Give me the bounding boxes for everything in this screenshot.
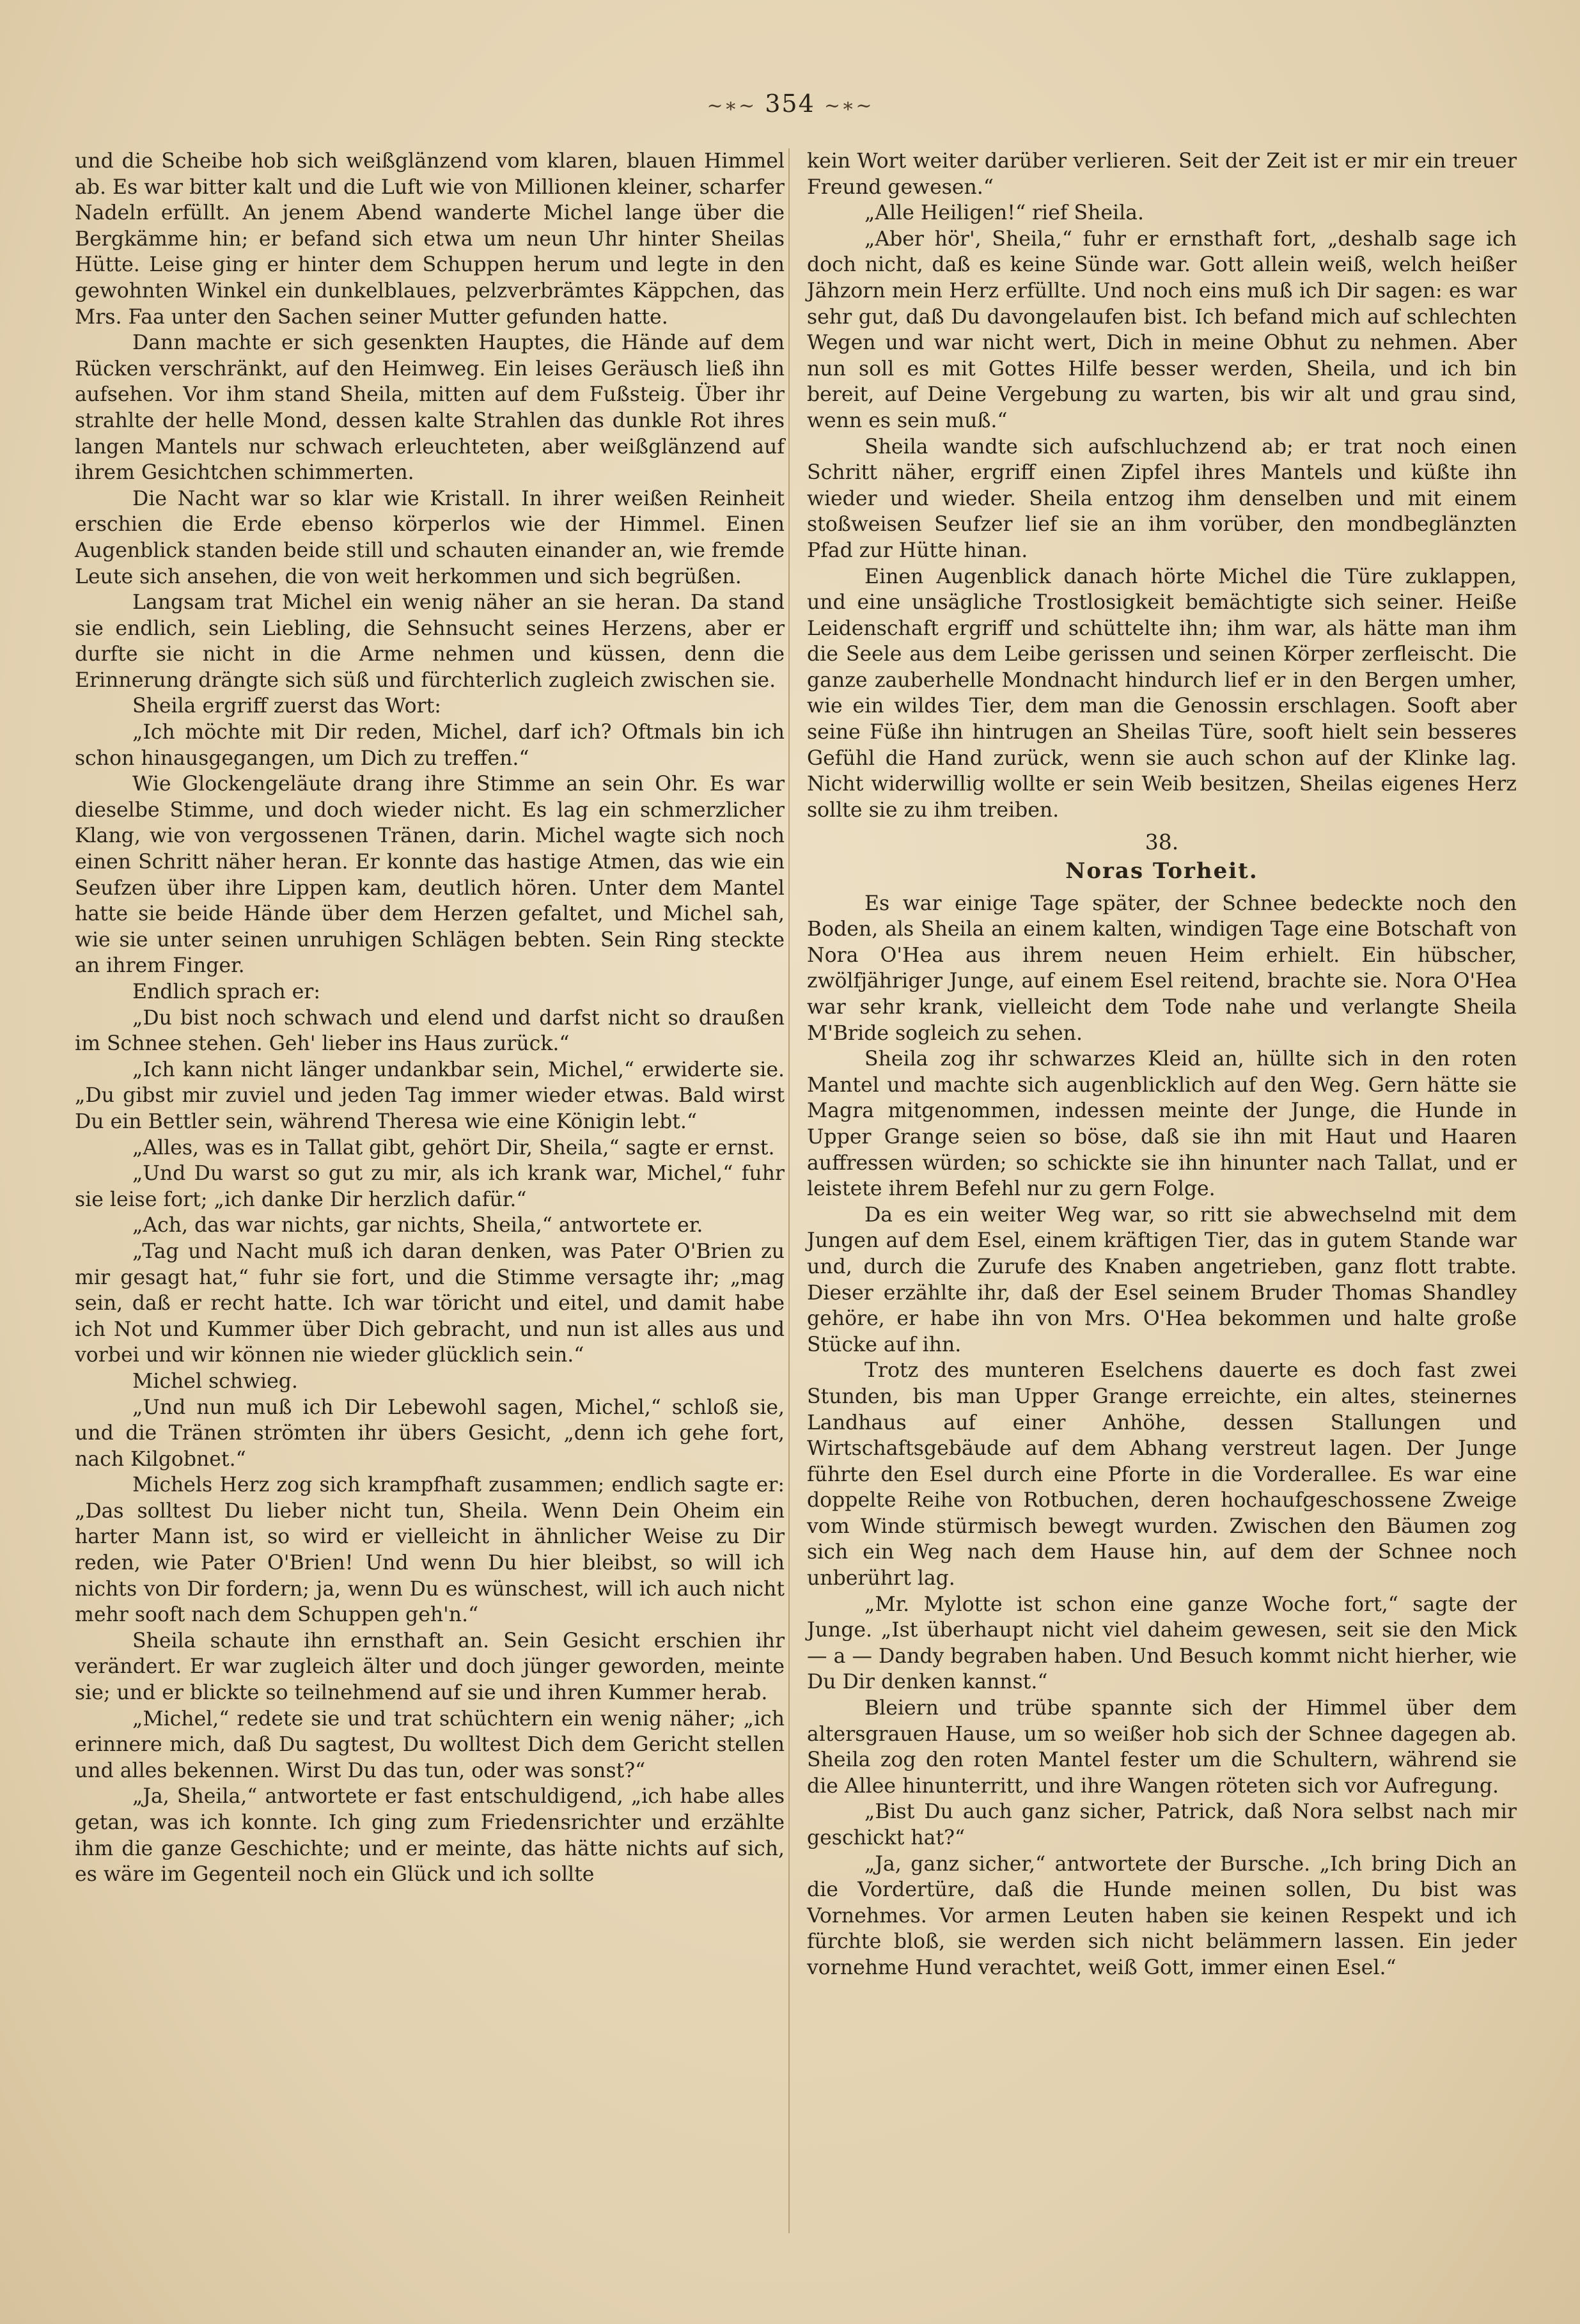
paragraph: „Mr. Mylotte ist schon eine ganze Woche fort,“ sagte der Junge. „Ist überhaupt nicht viel daheim gewesen, seit sie den Mick — a — Dandy begraben haben. Und Besuch kommt nicht hierher, wie Du Dir denken kannst.“ <box>807 1592 1517 1694</box>
paragraph: Dann machte er sich gesenkten Hauptes, die Hände auf dem Rücken verschränkt, auf den Heimweg. Ein leises Geräusch ließ ihn aufsehen. Vor ihm stand Sheila, mitten auf dem Fußsteig. Über ihr strahlte der helle Mond, dessen kalte Strahlen das dunkle Rot ihres langen Mantels nur schwach erleuchteten, aber weißglänzend auf ihrem Gesichtchen schimmerten. <box>75 331 785 485</box>
page-header <box>0 90 1580 118</box>
ornament-right: ~∗~ <box>824 95 873 117</box>
right-column <box>807 148 1517 1981</box>
paragraph: Da es ein weiter Weg war, so ritt sie abwechselnd mit dem Jungen auf dem Esel, einem kräftigen Tier, das in gutem Stande war und, durch die Zurufe des Knaben angetrieben, ganz flott trabte. Dieser erzählte ihr, daß der Esel seinem Bruder Thomas Shandley gehöre, er habe ihn von Mrs. O'Hea bekommen und halte große Stücke auf ihn. <box>807 1203 1517 1356</box>
paragraph: Sheila ergriff zuerst das Wort: <box>132 695 441 718</box>
paragraph: „Ja, ganz sicher,“ antwortete der Bursche. „Ich bring Dich an die Vordertüre, daß die Hunde meinen sollen, Du bist was Vornehmes. Vor armen Leuten haben sie keinen Respekt und ich fürchte bloß, sie werden sich nicht belämmern lassen. Ein jeder vornehme Hund verachtet, weiß Gott, immer einen Esel.“ <box>807 1852 1517 1979</box>
paragraph: „Und Du warst so gut zu mir, als ich krank war, Michel,“ fuhr sie leise fort; „ich danke Dir herzlich dafür.“ <box>75 1162 785 1211</box>
paragraph: „Michel,“ redete sie und trat schüchtern ein wenig näher; „ich erinnere mich, daß Du sagtest, Du wolltest Dich dem Gericht stellen und alles bekennen. Wirst Du das tun, oder was sonst?“ <box>75 1707 785 1782</box>
paragraph: „Und nun muß ich Dir Lebewohl sagen, Michel,“ schloß sie, und die Tränen strömten ihr übers Gesicht, „denn ich gehe fort, nach Kilgobnet.“ <box>75 1395 785 1471</box>
paragraph: Wie Glockengeläute drang ihre Stimme an sein Ohr. Es war dieselbe Stimme, und doch wieder nicht. Es lag ein schmerzlicher Klang, wie von vergossenen Tränen, darin. Michel wagte sich noch einen Schritt näher heran. Er konnte das hastige Atmen, das wie ein Seufzen über ihre Lippen kam, deutlich hören. Unter dem Mantel hatte sie beide Hände über dem Herzen gefaltet, und Michel sah, wie sie unter seinen unruhigen Schlägen bebten. Sein Ring steckte an ihrem Finger. <box>75 773 785 978</box>
paragraph: Langsam trat Michel ein wenig näher an sie heran. Da stand sie endlich, sein Liebling, die Sehnsucht seines Herzens, aber er durfte sie nicht in die Arme nehmen und küssen, denn die Erinnerung drängte sich süß und fürchterlich zugleich zwischen sie. <box>75 591 785 692</box>
chapter-title: Noras Torheit. <box>1065 858 1258 884</box>
paragraph: Michels Herz zog sich krampfhaft zusammen; endlich sagte er: „Das solltest Du lieber nicht tun, Sheila. Wenn Dein Oheim ein harter Mann ist, so wird er vielleicht in ähnlicher Weise zu Dir reden, wie Pater O'Brien! Und wenn Du hier bleibst, so will ich nichts von Dir fordern; ja, wenn Du es wünschest, will ich auch nicht mehr sooft nach dem Schuppen geh'n.“ <box>75 1473 785 1627</box>
right-column-bottom-text <box>807 891 1517 1981</box>
paragraph: Trotz des munteren Eselchens dauerte es doch fast zwei Stunden, bis man Upper Grange erreichte, ein altes, steinernes Landhaus auf einer Anhöhe, dessen Stallungen und Wirtschaftsgebäude auf dem Abhang verstreut lagen. Der Junge führte den Esel durch eine Pforte in die Vorderallee. Es war eine doppelte Reihe von Rotbuchen, deren hochaufgeschossene Zweige vom Winde stürmisch bewegt wurden. Zwischen den Bäumen zog sich ein Weg nach dem Hause hin, auf dem der Schnee noch unberührt lag. <box>807 1359 1517 1590</box>
ornament-left: ~∗~ <box>707 95 756 117</box>
paragraph: „Ja, Sheila,“ antwortete er fast entschuldigend, „ich habe alles getan, was ich konnte. Ich ging zum Friedensrichter und erzählte ihm die ganze Geschichte; und er meinte, das hätte nichts auf sich, es wäre im Gegenteil noch ein Glück und ich sollte <box>75 1785 785 1887</box>
paragraph: „Ach, das war nichts, gar nichts, Sheila,“ antwortete er. <box>132 1214 703 1237</box>
paragraph: und die Scheibe hob sich weißglänzend vom klaren, blauen Himmel ab. Es war bitter kalt und die Luft wie von Millionen kleiner, scharfer Nadeln erfüllt. An jenem Abend wanderte Michel lange über die Bergkämme hin; er befand sich etwa um neun Uhr hinter Sheilas Hütte. Leise ging er hinter dem Schuppen herum und legte in den gewohnten Winkel ein dunkelblaues, pelzverbrämtes Käppchen, das Mrs. Faa unter den Sachen seiner Mutter gefunden hatte. <box>75 150 785 329</box>
chapter-number: 38. <box>1145 829 1179 855</box>
paragraph: Bleiern und trübe spannte sich der Himmel über dem altersgrauen Hause, um so weißer hob sich der Schnee dagegen ab. Sheila zog den roten Mantel fester um die Schultern, während sie die Allee hinunterritt, und ihre Wangen röteten sich vor Aufregung. <box>807 1697 1517 1798</box>
paragraph: kein Wort weiter darüber verlieren. Seit der Zeit ist er mir ein treuer Freund gewesen.“ <box>807 150 1517 199</box>
paragraph: Sheila schaute ihn ernsthaft an. Sein Gesicht erschien ihr verändert. Er war zugleich älter und doch jünger geworden, meinte sie; und er blickte so teilnehmend auf sie und ihren Kummer herab. <box>75 1629 785 1705</box>
paragraph: „Alle Heiligen!“ rief Sheila. <box>864 201 1144 225</box>
column-divider <box>788 148 790 2233</box>
paragraph: Endlich sprach er: <box>132 980 320 1003</box>
paragraph: Es war einige Tage später, der Schnee bedeckte noch den Boden, als Sheila an einem kalten, windigen Tage eine Botschaft von Nora O'Hea aus ihrem neuen Heim erhielt. Ein hübscher, zwölfjähriger Junge, auf einem Esel reitend, brachte sie. Nora O'Hea war sehr krank, vielleicht dem Tode nahe und verlangte Sheila M'Bride sogleich zu sehen. <box>807 891 1517 1045</box>
paragraph: „Bist Du auch ganz sicher, Patrick, daß Nora selbst nach mir geschickt hat?“ <box>807 1800 1517 1849</box>
left-column <box>75 148 785 1888</box>
paragraph: Michel schwieg. <box>132 1369 298 1393</box>
paragraph: Einen Augenblick danach hörte Michel die Türe zuklappen, und eine unsägliche Trostlosigkeit bemächtigte sich seiner. Heiße Leidenschaft ergriff und schüttelte ihn; ihm war, als hätte man ihm die Seele aus dem Leibe gerissen und seinen Körper zerfleischt. Die ganze zauberhelle Mondnacht hindurch lief er in den Bergen umher, wie ein wildes Tier, dem man die Genossin erschlagen. Sooft aber seine Füße ihn hintrugen an Sheilas Türe, sooft hielt sein besseres Gefühl die Hand zurück, wenn sie auch schon auf der Klinke lag. Nicht widerwillig wollte er sein Weib besitzen, Sheilas eigenes Herz sollte sie zu ihm treiben. <box>807 565 1517 822</box>
paragraph: Sheila zog ihr schwarzes Kleid an, hüllte sich in den roten Mantel und machte sich augenblicklich auf den Weg. Gern hätte sie Magra mitgenommen, indessen meinte der Junge, die Hunde in Upper Grange seien so böse, daß sie ihn mit Haut und Haaren auffressen würden; so schickte sie ihn hinunter nach Tallat, und er leistete ihrem Befehl nur zu gern Folge. <box>807 1048 1517 1201</box>
paragraph: Sheila wandte sich aufschluchzend ab; er trat noch einen Schritt näher, ergriff einen Zipfel ihres Mantels und küßte ihn wieder und wieder. Sheila entzog ihm denselben und mit einem stoßweisen Seufzer lief sie an ihm vorüber, den mondbeglänzten Pfad zur Hütte hinan. <box>807 435 1517 562</box>
paragraph: „Ich möchte mit Dir reden, Michel, darf ich? Oftmals bin ich schon hinausgegangen, um Dich zu treffen.“ <box>75 721 785 770</box>
paragraph: Die Nacht war so klar wie Kristall. In ihrer weißen Reinheit erschien die Erde ebenso körperlos wie der Himmel. Einen Augenblick standen beide still und schauten einander an, wie fremde Leute sich ansehen, die von weit herkommen und sich begrüßen. <box>75 487 785 588</box>
right-column-top-text <box>807 148 1517 823</box>
paragraph: „Tag und Nacht muß ich daran denken, was Pater O'Brien zu mir gesagt hat,“ fuhr sie fort, und die Stimme versagte ihr; „mag sein, daß er recht hatte. Ich war töricht und eitel, und damit habe ich Not und Kummer über Dich gebracht, und nun ist alles aus und vorbei und wir können nie wieder glücklich sein.“ <box>75 1239 785 1367</box>
paragraph: „Ich kann nicht länger undankbar sein, Michel,“ erwiderte sie. „Du gibst mir zuviel und jeden Tag immer wieder etwas. Bald wirst Du ein Bettler sein, während Theresa wie eine Königin lebt.“ <box>75 1058 785 1133</box>
page-number: 354 <box>765 90 815 118</box>
paragraph: „Aber hör', Sheila,“ fuhr er ernsthaft fort, „deshalb sage ich doch nicht, daß es keine Sünde war. Gott allein weiß, welch heißer Jähzorn mein Herz erfüllte. Und noch eins muß ich Dir sagen: es war sehr gut, daß Du davongelaufen bist. Ich befand mich auf schlechten Wegen und war nicht wert, Dich in meine Obhut zu nehmen. Aber nun soll es mit Gottes Hilfe besser werden, Sheila, und ich bin bereit, auf Deine Vergebung zu warten, bis wir alt und grau sind, wenn es sein muß.“ <box>807 227 1517 432</box>
paragraph: „Alles, was es in Tallat gibt, gehört Dir, Sheila,“ sagte er ernst. <box>132 1136 775 1159</box>
paragraph: „Du bist noch schwach und elend und darfst nicht so draußen im Schnee stehen. Geh' lieber ins Haus zurück.“ <box>75 1006 785 1056</box>
